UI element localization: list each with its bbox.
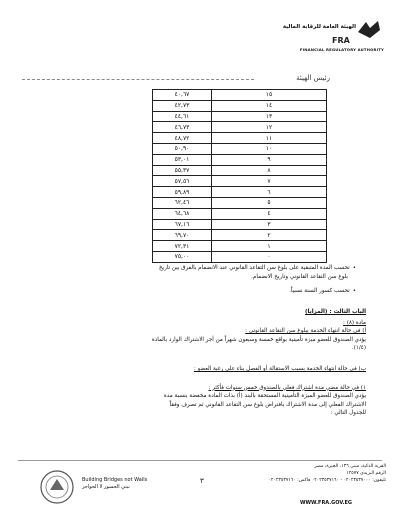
clause-b1-text: يؤدي الصندوق للعضو الميزة التأمينية المستحقة بالبند (أ) بذات المادة مخفضة بنسبة مدة — [163, 393, 366, 400]
table-row — [153, 165, 327, 176]
table-row — [153, 241, 327, 252]
table-row — [153, 133, 327, 144]
table-row — [153, 176, 327, 187]
footer-tagline — [82, 477, 147, 491]
years-cell: ١١ — [212, 133, 327, 144]
rate-cell: ٥٩,٨٩ — [153, 187, 212, 198]
footer-contact — [218, 463, 386, 484]
clause-b-heading: ب) في حالة انتهاء الخدمة بسبب الاستقالة أو الفصل بناء على رغبة العضو : — [193, 365, 366, 372]
rate-cell: ٥٧,٥٦ — [153, 176, 212, 187]
rate-cell: ٤٢,٧٣ — [153, 100, 212, 111]
table-row — [153, 111, 327, 122]
years-cell: ١٤ — [212, 100, 327, 111]
years-cell: ١٥ — [212, 90, 327, 101]
page-number: ٣ — [200, 477, 204, 485]
footer-postal: الرقم البريدي ١٢٥٧٧ — [346, 471, 386, 476]
footer-address: القرية الذكية، مبنى ١٣٦، الجيزة، مصر — [314, 464, 386, 469]
header-divider — [22, 79, 254, 80]
note-item: • تحسب المدة المتبقية على بلوغ سن التقاعد القانوني عند الانضمام بالفرق بين تاريخ — [56, 264, 356, 273]
article-heading: مادة (٨) : — [343, 319, 366, 326]
table-row — [153, 251, 327, 262]
years-cell: ١٠ — [212, 143, 327, 154]
fra-logo-letters: FRA — [332, 36, 350, 45]
rate-cell: ٤٤,٦١ — [153, 111, 212, 122]
rate-cell: ٦٤,٦٨ — [153, 208, 212, 219]
clause-a-text-cont: (١/٤). — [351, 345, 366, 352]
table-row — [153, 219, 327, 230]
years-cell: ٣ — [212, 219, 327, 230]
years-cell: ٨ — [212, 165, 327, 176]
tagline-english: Building Bridges not Walls — [82, 477, 148, 483]
rate-cell: ٥٥,٣٧ — [153, 165, 212, 176]
rate-cell: ٤٦,٧٣ — [153, 122, 212, 133]
table-row — [153, 230, 327, 241]
footer-divider — [18, 460, 382, 461]
rate-cell: ٧٢,٣١ — [153, 241, 212, 252]
rate-cell: ٤٨,٧٢ — [153, 133, 212, 144]
footer-website[interactable]: WWW.FRA.GOV.EG — [300, 500, 353, 506]
clause-b1-text-cont: الاشتراك الفعلي إلى مدة الاشتراك بافتراض بلوغ سن التقاعد القانوني ثم تصرف وفقاً — [169, 401, 366, 408]
table-row — [153, 208, 327, 219]
note-item-cont: بلوغ سن التقاعد القانوني وتاريخ الانضمام. — [251, 273, 348, 280]
eagle-logo-icon — [356, 20, 382, 40]
clause-b1-text-end: للجدول التالي : — [330, 410, 366, 417]
years-cell: ١ — [212, 241, 327, 252]
header-subtitle: رئيس الهيئة — [296, 74, 330, 82]
years-cell: ١٣ — [212, 111, 327, 122]
clause-a-text: يؤدي الصندوق للعضو ميزة تأمينية بواقع خمسة وسبعون شهراً من أجر الاشتراك الوارد بالمادة — [151, 336, 366, 343]
section-block — [26, 308, 366, 418]
years-cell: ٥ — [212, 197, 327, 208]
org-name-english: FINANCIAL REGULATORY AUTHORITY — [299, 47, 384, 52]
years-cell: ٠ — [212, 251, 327, 262]
years-cell: ٤ — [212, 208, 327, 219]
rate-cell: ٦٧,١٦ — [153, 219, 212, 230]
table-row — [153, 197, 327, 208]
table-row — [153, 154, 327, 165]
rate-cell: ٥٣,٠١ — [153, 154, 212, 165]
egypt-seal-icon — [40, 470, 74, 504]
table-row — [153, 90, 327, 101]
rate-cell: ٤٠,٦٧ — [153, 90, 212, 101]
footer-phone: تليفون: ٠٢٠٢٣٥٣٧٠٠٠ - ٠٢٠٢٣٥٣٧١٦٠ فاكس: ٠٢٠٢٣٥٣٧١٦٠ — [268, 478, 386, 483]
years-cell: ٢ — [212, 230, 327, 241]
header-logo — [284, 14, 384, 62]
table-row — [153, 122, 327, 133]
table-row — [153, 187, 327, 198]
years-cell: ٧ — [212, 176, 327, 187]
rate-cell: ٥٠,٩٠ — [153, 143, 212, 154]
benefit-table — [152, 89, 327, 263]
notes-block — [56, 264, 356, 296]
clause-a-heading: أ) في حالة انتهاء الخدمة ببلوغ سن التقاعد القانوني : — [245, 328, 366, 335]
years-cell: ٦ — [212, 187, 327, 198]
rate-cell: ٦٢,٤٦ — [153, 197, 212, 208]
clause-b1-heading: ١) في حالة مضي مدة اشتراك فعلي بالصندوق خمس سنوات فأكثر : — [208, 384, 366, 391]
table-row — [153, 143, 327, 154]
years-cell: ١٢ — [212, 122, 327, 133]
note-item: • تحسب كسور السنة نسبياً. — [56, 287, 356, 296]
tagline-arabic: نبني الجسور لا الحواجز — [82, 484, 130, 490]
org-name-arabic: الهيئة العامة للرقابة المالية — [282, 24, 356, 30]
rate-cell: ٦٩,٧٠ — [153, 230, 212, 241]
table-row — [153, 100, 327, 111]
rate-cell: ٧٥,٠٠ — [153, 251, 212, 262]
chapter-heading: الباب الثالث : (المزايا) — [304, 309, 366, 315]
years-cell: ٩ — [212, 154, 327, 165]
